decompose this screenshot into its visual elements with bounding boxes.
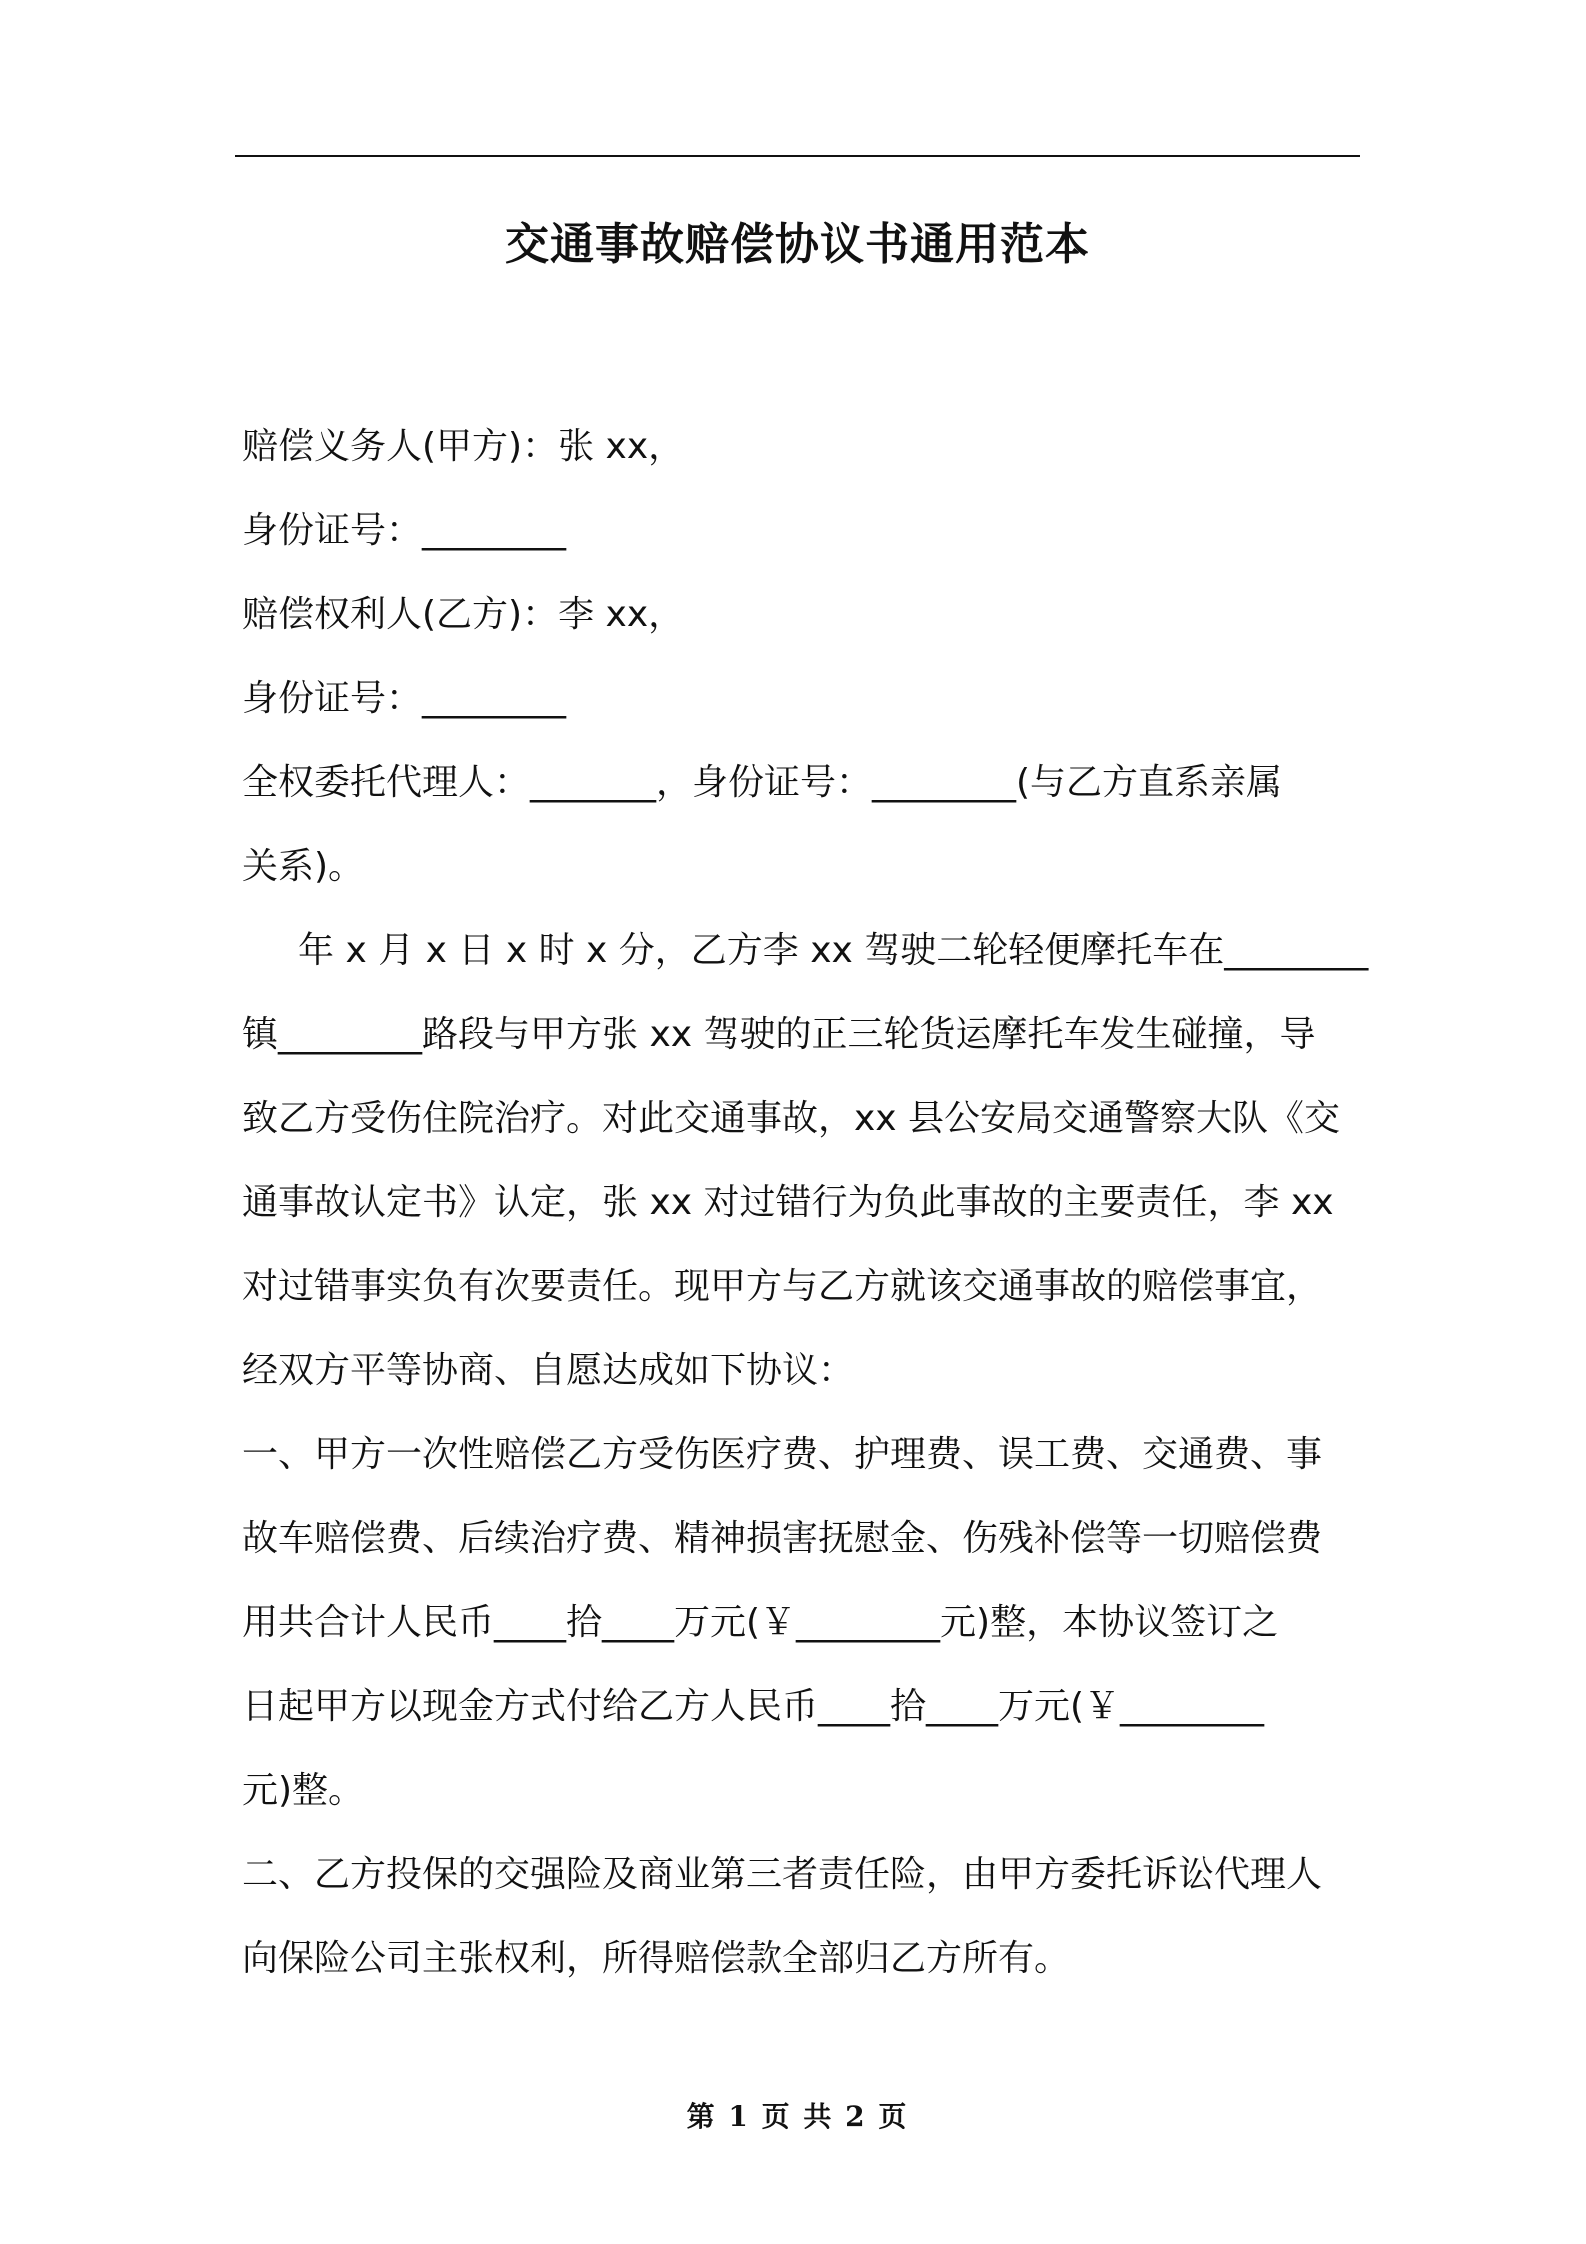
agent-line: 全权委托代理人：_______，身份证号：________(与乙方直系亲属 <box>242 762 1283 803</box>
party-b-id-line: 身份证号：________ <box>242 678 567 719</box>
clause-one-line: 日起甲方以现金方式付给乙方人民币____拾____万元(￥________ <box>242 1686 1265 1727</box>
accident-paragraph-line: 对过错事实负有次要责任。现甲方与乙方就该交通事故的赔偿事宜， <box>242 1266 1323 1307</box>
accident-paragraph-line: 通事故认定书》认定，张 xx 对过错行为负此事故的主要责任，李 xx <box>242 1182 1334 1223</box>
clause-two-line: 向保险公司主张权利，所得赔偿款全部归乙方所有。 <box>242 1938 1071 1979</box>
agent-line-cont: 关系)。 <box>242 846 365 887</box>
header-rule <box>235 155 1360 157</box>
party-a-id-line: 身份证号：________ <box>242 510 567 551</box>
document-title: 交通事故赔偿协议书通用范本 <box>505 219 1090 270</box>
clause-one-line: 一、甲方一次性赔偿乙方受伤医疗费、护理费、误工费、交通费、事 <box>242 1434 1323 1475</box>
accident-paragraph-line: 镇________路段与甲方张 xx 驾驶的正三轮货运摩托车发生碰撞，导 <box>242 1014 1316 1055</box>
accident-paragraph-line: 致乙方受伤住院治疗。对此交通事故，xx 县公安局交通警察大队《交 <box>242 1098 1341 1139</box>
page-number: 第 1 页 共 2 页 <box>686 2100 909 2133</box>
accident-paragraph-line: 年 x 月 x 日 x 时 x 分，乙方李 xx 驾驶二轮轻便摩托车在________ <box>298 930 1369 971</box>
document-body <box>242 405 1369 2001</box>
clause-one-line: 元)整。 <box>242 1770 365 1811</box>
party-a-line: 赔偿义务人(甲方)：张 xx， <box>242 426 685 467</box>
clause-one-line: 故车赔偿费、后续治疗费、精神损害抚慰金、伤残补偿等一切赔偿费 <box>242 1518 1323 1559</box>
party-b-line: 赔偿权利人(乙方)：李 xx， <box>242 594 685 635</box>
clause-one-line: 用共合计人民币____拾____万元(￥________元)整，本协议签订之 <box>242 1602 1279 1643</box>
accident-paragraph-line: 经双方平等协商、自愿达成如下协议： <box>242 1350 855 1391</box>
clause-two-line: 二、乙方投保的交强险及商业第三者责任险，由甲方委托诉讼代理人 <box>242 1854 1323 1895</box>
